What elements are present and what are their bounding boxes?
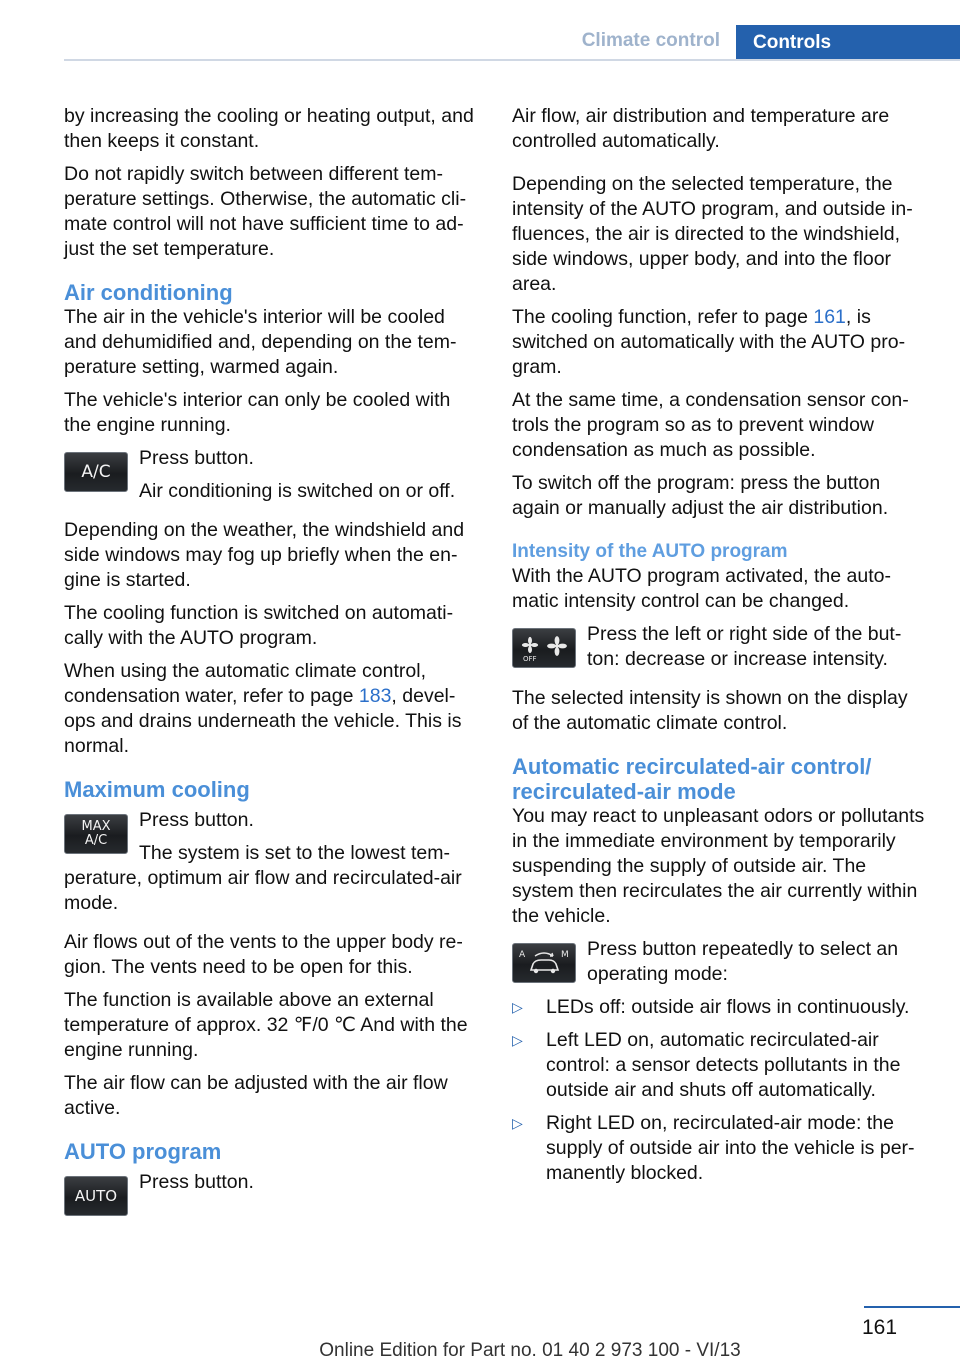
paragraph: You may react to unpleasant odors or pollutants in the immediate environment by temporarily suspending the supply of outside air. The system then recirculates the air currently within the vehicle. [512, 805, 925, 927]
section-heading-air-conditioning: Air conditioning [64, 280, 233, 305]
triangle-bullet-icon: ▷ [512, 999, 523, 1015]
fan-icon [517, 633, 571, 663]
section-heading-recirculated-air: Automatic recirculated-air control/ recirculated-air mode [512, 754, 872, 804]
paragraph: Press button repeatedly to select an operating mode: [587, 938, 899, 985]
header-section-title: Climate control [581, 30, 720, 51]
list-item-text: Right LED on, recirculated-air mode: the supply of outside air into the vehicle is permanently blocked. [546, 1112, 915, 1184]
intensity-button-image [512, 628, 576, 668]
text: , is switched on automatically with the AUTO program. [512, 306, 906, 378]
subheading-intensity: Intensity of the AUTO program [512, 541, 788, 562]
list-item-text: Left LED on, automatic recirculated-air control: a sensor detects pollutants in the outside air and shuts off automatically. [546, 1029, 901, 1101]
paragraph: Press the left or right side of the button: decrease or increase intensity. [587, 623, 902, 670]
section-heading-maximum-cooling: Maximum cooling [64, 777, 250, 802]
ac-button-image [64, 452, 128, 492]
paragraph: The cooling function is switched on automatically with the AUTO program. [64, 602, 454, 649]
page-number: 161 [862, 1316, 898, 1339]
car-recirculation-icon [515, 947, 573, 979]
max-ac-label-line2: A/C [84, 833, 108, 848]
off-label: OFF [523, 655, 537, 663]
footer-edition-text: Online Edition for Part no. 01 40 2 973 100 - VI/13 [319, 1340, 741, 1361]
text: The cooling function, refer to page [512, 306, 814, 328]
paragraph: At the same time, a condensation sensor controls the program so as to prevent window condensation as much as possible. [512, 389, 909, 461]
auto-button-label: AUTO [74, 1186, 118, 1205]
text: , develops and drains underneath the vehicle. This is normal. [64, 685, 462, 757]
footer-rule [864, 1306, 960, 1308]
ac-button-row [64, 446, 479, 504]
recirc-label-a: A [519, 950, 526, 960]
mode-list [512, 995, 927, 1186]
left-column [64, 104, 479, 1203]
paragraph: Air flows out of the vents to the upper body region. The vents need to be open for this. [64, 931, 463, 978]
paragraph [64, 659, 479, 759]
paragraph: To switch off the program: press the button again or manually adjust the air distribution. [512, 472, 889, 519]
triangle-bullet-icon: ▷ [512, 1032, 523, 1048]
list-item [512, 995, 927, 1020]
paragraph: Press button. [139, 1171, 254, 1193]
paragraph: The selected intensity is shown on the display of the automatic climate control. [512, 687, 908, 734]
text: When using the automatic climate control, condensation water, refer to page [64, 660, 427, 707]
list-item-text: LEDs off: outside air flows in continuously. [546, 996, 910, 1018]
header-rule [64, 59, 960, 61]
intensity-button-row [512, 622, 927, 672]
max-ac-label-line1: MAX [81, 819, 111, 834]
paragraph: by increasing the cooling or heating output, and then keeps it constant. [64, 105, 474, 152]
paragraph: With the AUTO program activated, the automatic intensity control can be changed. [512, 565, 891, 612]
right-column [512, 104, 927, 1194]
max-ac-button-row [64, 808, 479, 916]
list-item [512, 1111, 927, 1186]
paragraph: Air flow, air distribution and temperature are controlled automatically. [512, 105, 890, 152]
triangle-bullet-icon: ▷ [512, 1115, 523, 1131]
recirc-button-row [512, 937, 927, 987]
max-ac-button-image [64, 814, 128, 854]
page-link-183[interactable]: 183 [358, 685, 392, 707]
paragraph: The function is available above an external temperature of approx. 32 ℉/0 ℃ And with the engine running. [64, 989, 468, 1061]
paragraph: Depending on the weather, the windshield and side windows may fog up briefly when the engine is started. [64, 519, 465, 591]
recirc-label-m: M [561, 950, 569, 960]
paragraph: Depending on the selected temperature, the intensity of the AUTO program, and outside influences, the air is directed to the windshield, side windows, upper body, and into the floor area. [512, 173, 913, 295]
page-link-161[interactable]: 161 [813, 306, 846, 328]
list-item [512, 1028, 927, 1103]
paragraph [512, 305, 927, 380]
section-heading-auto-program: AUTO program [64, 1139, 222, 1164]
recirc-button-image [512, 943, 576, 983]
ac-button-label: A/C [81, 461, 111, 482]
header-tab-controls: Controls [736, 25, 960, 61]
paragraph: The system is set to the lowest temperature, optimum air flow and recirculated-air mode. [64, 842, 462, 914]
auto-button-image [64, 1176, 128, 1216]
auto-button-row [64, 1170, 479, 1205]
paragraph: Air conditioning is switched on or off. [139, 480, 456, 502]
paragraph: The air in the vehicle's interior will be cooled and dehumidified and, depending on the temperature setting, warmed again. [64, 306, 457, 378]
paragraph: Do not rapidly switch between different temperature settings. Otherwise, the automatic climate control will not have sufficient time to adjust the set temperature. [64, 163, 467, 260]
paragraph: The air flow can be adjusted with the air flow active. [64, 1072, 448, 1119]
paragraph: Press button. [139, 447, 254, 469]
paragraph: The vehicle's interior can only be cooled with the engine running. [64, 389, 451, 436]
paragraph: Press button. [139, 809, 254, 831]
